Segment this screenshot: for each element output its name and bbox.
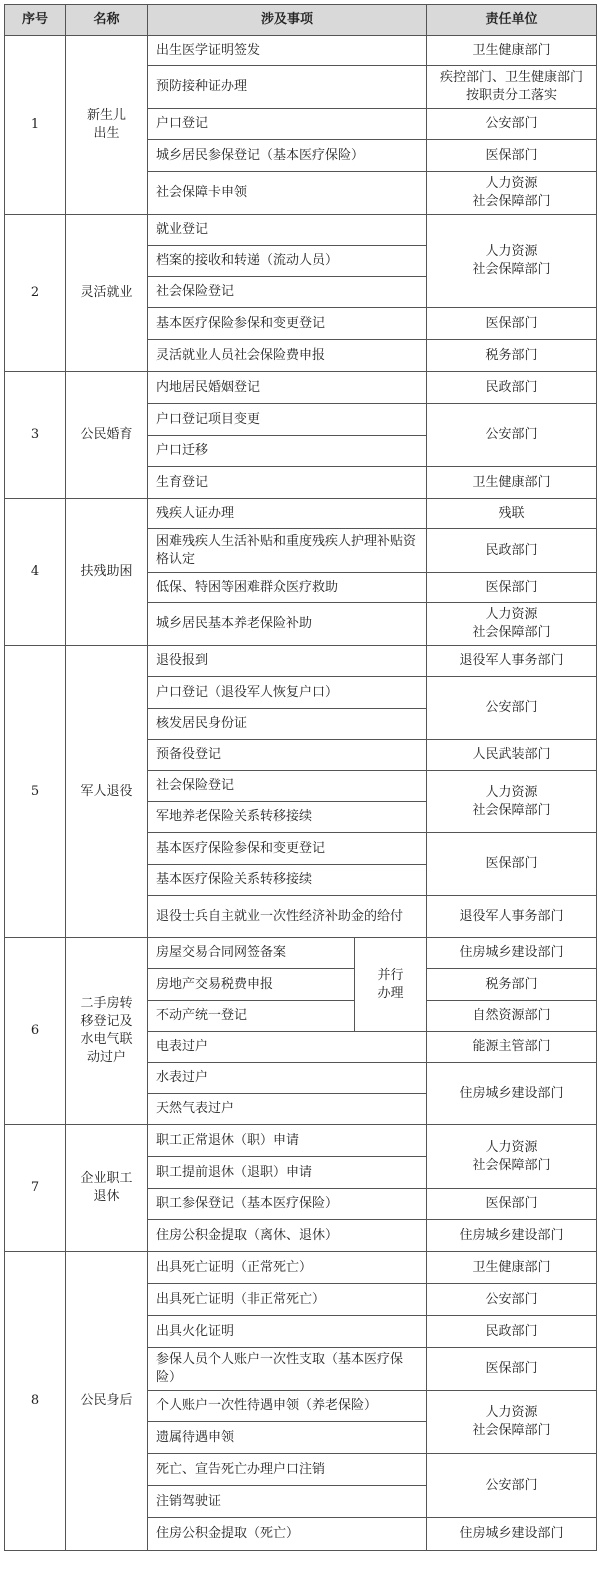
parallel-note: 并行 办理 (355, 938, 427, 1032)
unit-cell: 民政部门 (427, 529, 597, 573)
unit-cell: 人力资源 社会保障部门 (427, 215, 597, 308)
unit-cell: 公安部门 (427, 109, 597, 140)
item-cell: 出具死亡证明（非正常死亡） (148, 1284, 427, 1316)
item-cell: 基本医疗保险参保和变更登记 (148, 833, 427, 865)
unit-cell: 医保部门 (427, 833, 597, 896)
unit-cell: 医保部门 (427, 140, 597, 172)
unit-cell: 医保部门 (427, 308, 597, 340)
unit-cell: 医保部门 (427, 1348, 597, 1391)
table-row (5, 938, 597, 969)
item-cell: 基本医疗保险关系转移接续 (148, 865, 427, 896)
unit-cell: 医保部门 (427, 1189, 597, 1220)
unit-cell: 人民武装部门 (427, 740, 597, 771)
unit-cell: 退役军人事务部门 (427, 646, 597, 677)
item-cell: 档案的接收和转递（流动人员） (148, 246, 427, 277)
item-cell: 遗属待遇申领 (148, 1422, 427, 1454)
header-no: 序号 (5, 5, 66, 36)
group-name: 扶残助困 (66, 499, 148, 646)
table-row (5, 1125, 597, 1157)
item-cell: 职工正常退休（职）申请 (148, 1125, 427, 1157)
item-cell: 电表过户 (148, 1032, 427, 1063)
unit-cell: 住房城乡建设部门 (427, 1220, 597, 1252)
item-cell: 天然气表过户 (148, 1094, 427, 1125)
header-items: 涉及事项 (148, 5, 427, 36)
group-number: 7 (5, 1125, 66, 1252)
unit-cell: 能源主管部门 (427, 1032, 597, 1063)
item-cell: 户口登记（退役军人恢复户口） (148, 677, 427, 709)
group-number: 1 (5, 36, 66, 215)
group-name: 公民身后 (66, 1252, 148, 1551)
item-cell: 住房公积金提取（死亡） (148, 1518, 427, 1551)
group-number: 2 (5, 215, 66, 372)
item-cell: 住房公积金提取（离休、退休） (148, 1220, 427, 1252)
group-name: 公民婚育 (66, 372, 148, 499)
table-row (5, 499, 597, 529)
item-cell: 户口迁移 (148, 436, 427, 467)
item-cell: 出生医学证明签发 (148, 36, 427, 66)
unit-cell: 退役军人事务部门 (427, 896, 597, 938)
header-name: 名称 (66, 5, 148, 36)
table-header-row (5, 5, 597, 36)
item-cell: 房屋交易合同网签备案 (148, 938, 355, 969)
item-cell: 内地居民婚姻登记 (148, 372, 427, 404)
item-cell: 退役士兵自主就业一次性经济补助金的给付 (148, 896, 427, 938)
unit-cell: 公安部门 (427, 1284, 597, 1316)
unit-cell: 住房城乡建设部门 (427, 1063, 597, 1125)
unit-cell: 卫生健康部门 (427, 36, 597, 66)
item-cell: 核发居民身份证 (148, 709, 427, 740)
item-cell: 水表过户 (148, 1063, 427, 1094)
item-cell: 就业登记 (148, 215, 427, 246)
group-name: 新生儿 出生 (66, 36, 148, 215)
item-cell: 低保、特困等困难群众医疗救助 (148, 573, 427, 603)
unit-cell: 税务部门 (427, 340, 597, 372)
item-cell: 残疾人证办理 (148, 499, 427, 529)
item-cell: 城乡居民参保登记（基本医疗保险） (148, 140, 427, 172)
header-unit: 责任单位 (427, 5, 597, 36)
unit-cell: 残联 (427, 499, 597, 529)
item-cell: 房地产交易税费申报 (148, 969, 355, 1001)
unit-cell: 民政部门 (427, 372, 597, 404)
unit-cell: 人力资源 社会保障部门 (427, 771, 597, 833)
unit-cell: 人力资源 社会保障部门 (427, 1125, 597, 1189)
item-cell: 预备役登记 (148, 740, 427, 771)
unit-cell: 卫生健康部门 (427, 1252, 597, 1284)
group-number: 5 (5, 646, 66, 938)
item-cell: 社会保险登记 (148, 771, 427, 802)
unit-cell: 住房城乡建设部门 (427, 938, 597, 969)
matters-table (4, 4, 597, 1551)
item-cell: 不动产统一登记 (148, 1001, 355, 1032)
item-cell: 生育登记 (148, 467, 427, 499)
table-row (5, 372, 597, 404)
unit-cell: 人力资源 社会保障部门 (427, 1391, 597, 1454)
item-cell: 出具死亡证明（正常死亡） (148, 1252, 427, 1284)
unit-cell: 疾控部门、卫生健康部门 按职责分工落实 (427, 66, 597, 109)
item-cell: 困难残疾人生活补贴和重度残疾人护理补贴资格认定 (148, 529, 427, 573)
item-cell: 户口登记 (148, 109, 427, 140)
item-cell: 预防接种证办理 (148, 66, 427, 109)
item-cell: 社会保险登记 (148, 277, 427, 308)
item-cell: 军地养老保险关系转移接续 (148, 802, 427, 833)
item-cell: 个人账户一次性待遇申领（养老保险） (148, 1391, 427, 1422)
item-cell: 注销驾驶证 (148, 1486, 427, 1518)
unit-cell: 公安部门 (427, 1454, 597, 1518)
unit-cell: 住房城乡建设部门 (427, 1518, 597, 1551)
unit-cell: 民政部门 (427, 1316, 597, 1348)
unit-cell: 公安部门 (427, 404, 597, 467)
group-name: 灵活就业 (66, 215, 148, 372)
item-cell: 职工参保登记（基本医疗保险） (148, 1189, 427, 1220)
unit-cell: 自然资源部门 (427, 1001, 597, 1032)
item-cell: 参保人员个人账户一次性支取（基本医疗保险） (148, 1348, 427, 1391)
item-cell: 社会保障卡申领 (148, 172, 427, 215)
group-number: 6 (5, 938, 66, 1125)
unit-cell: 公安部门 (427, 677, 597, 740)
group-number: 3 (5, 372, 66, 499)
unit-cell: 医保部门 (427, 573, 597, 603)
item-cell: 死亡、宣告死亡办理户口注销 (148, 1454, 427, 1486)
document-page (4, 4, 596, 1551)
group-number: 8 (5, 1252, 66, 1551)
table-body (5, 36, 597, 1551)
unit-cell: 人力资源 社会保障部门 (427, 172, 597, 215)
item-cell: 退役报到 (148, 646, 427, 677)
item-cell: 灵活就业人员社会保险费申报 (148, 340, 427, 372)
table-row (5, 1252, 597, 1284)
item-cell: 职工提前退休（退职）申请 (148, 1157, 427, 1189)
table-row (5, 36, 597, 66)
group-name: 二手房转 移登记及 水电气联 动过户 (66, 938, 148, 1125)
group-number: 4 (5, 499, 66, 646)
item-cell: 户口登记项目变更 (148, 404, 427, 436)
unit-cell: 税务部门 (427, 969, 597, 1001)
item-cell: 出具火化证明 (148, 1316, 427, 1348)
group-name: 企业职工 退休 (66, 1125, 148, 1252)
item-cell: 基本医疗保险参保和变更登记 (148, 308, 427, 340)
table-row (5, 646, 597, 677)
unit-cell: 人力资源 社会保障部门 (427, 603, 597, 646)
item-cell: 城乡居民基本养老保险补助 (148, 603, 427, 646)
unit-cell: 卫生健康部门 (427, 467, 597, 499)
group-name: 军人退役 (66, 646, 148, 938)
table-row (5, 215, 597, 246)
